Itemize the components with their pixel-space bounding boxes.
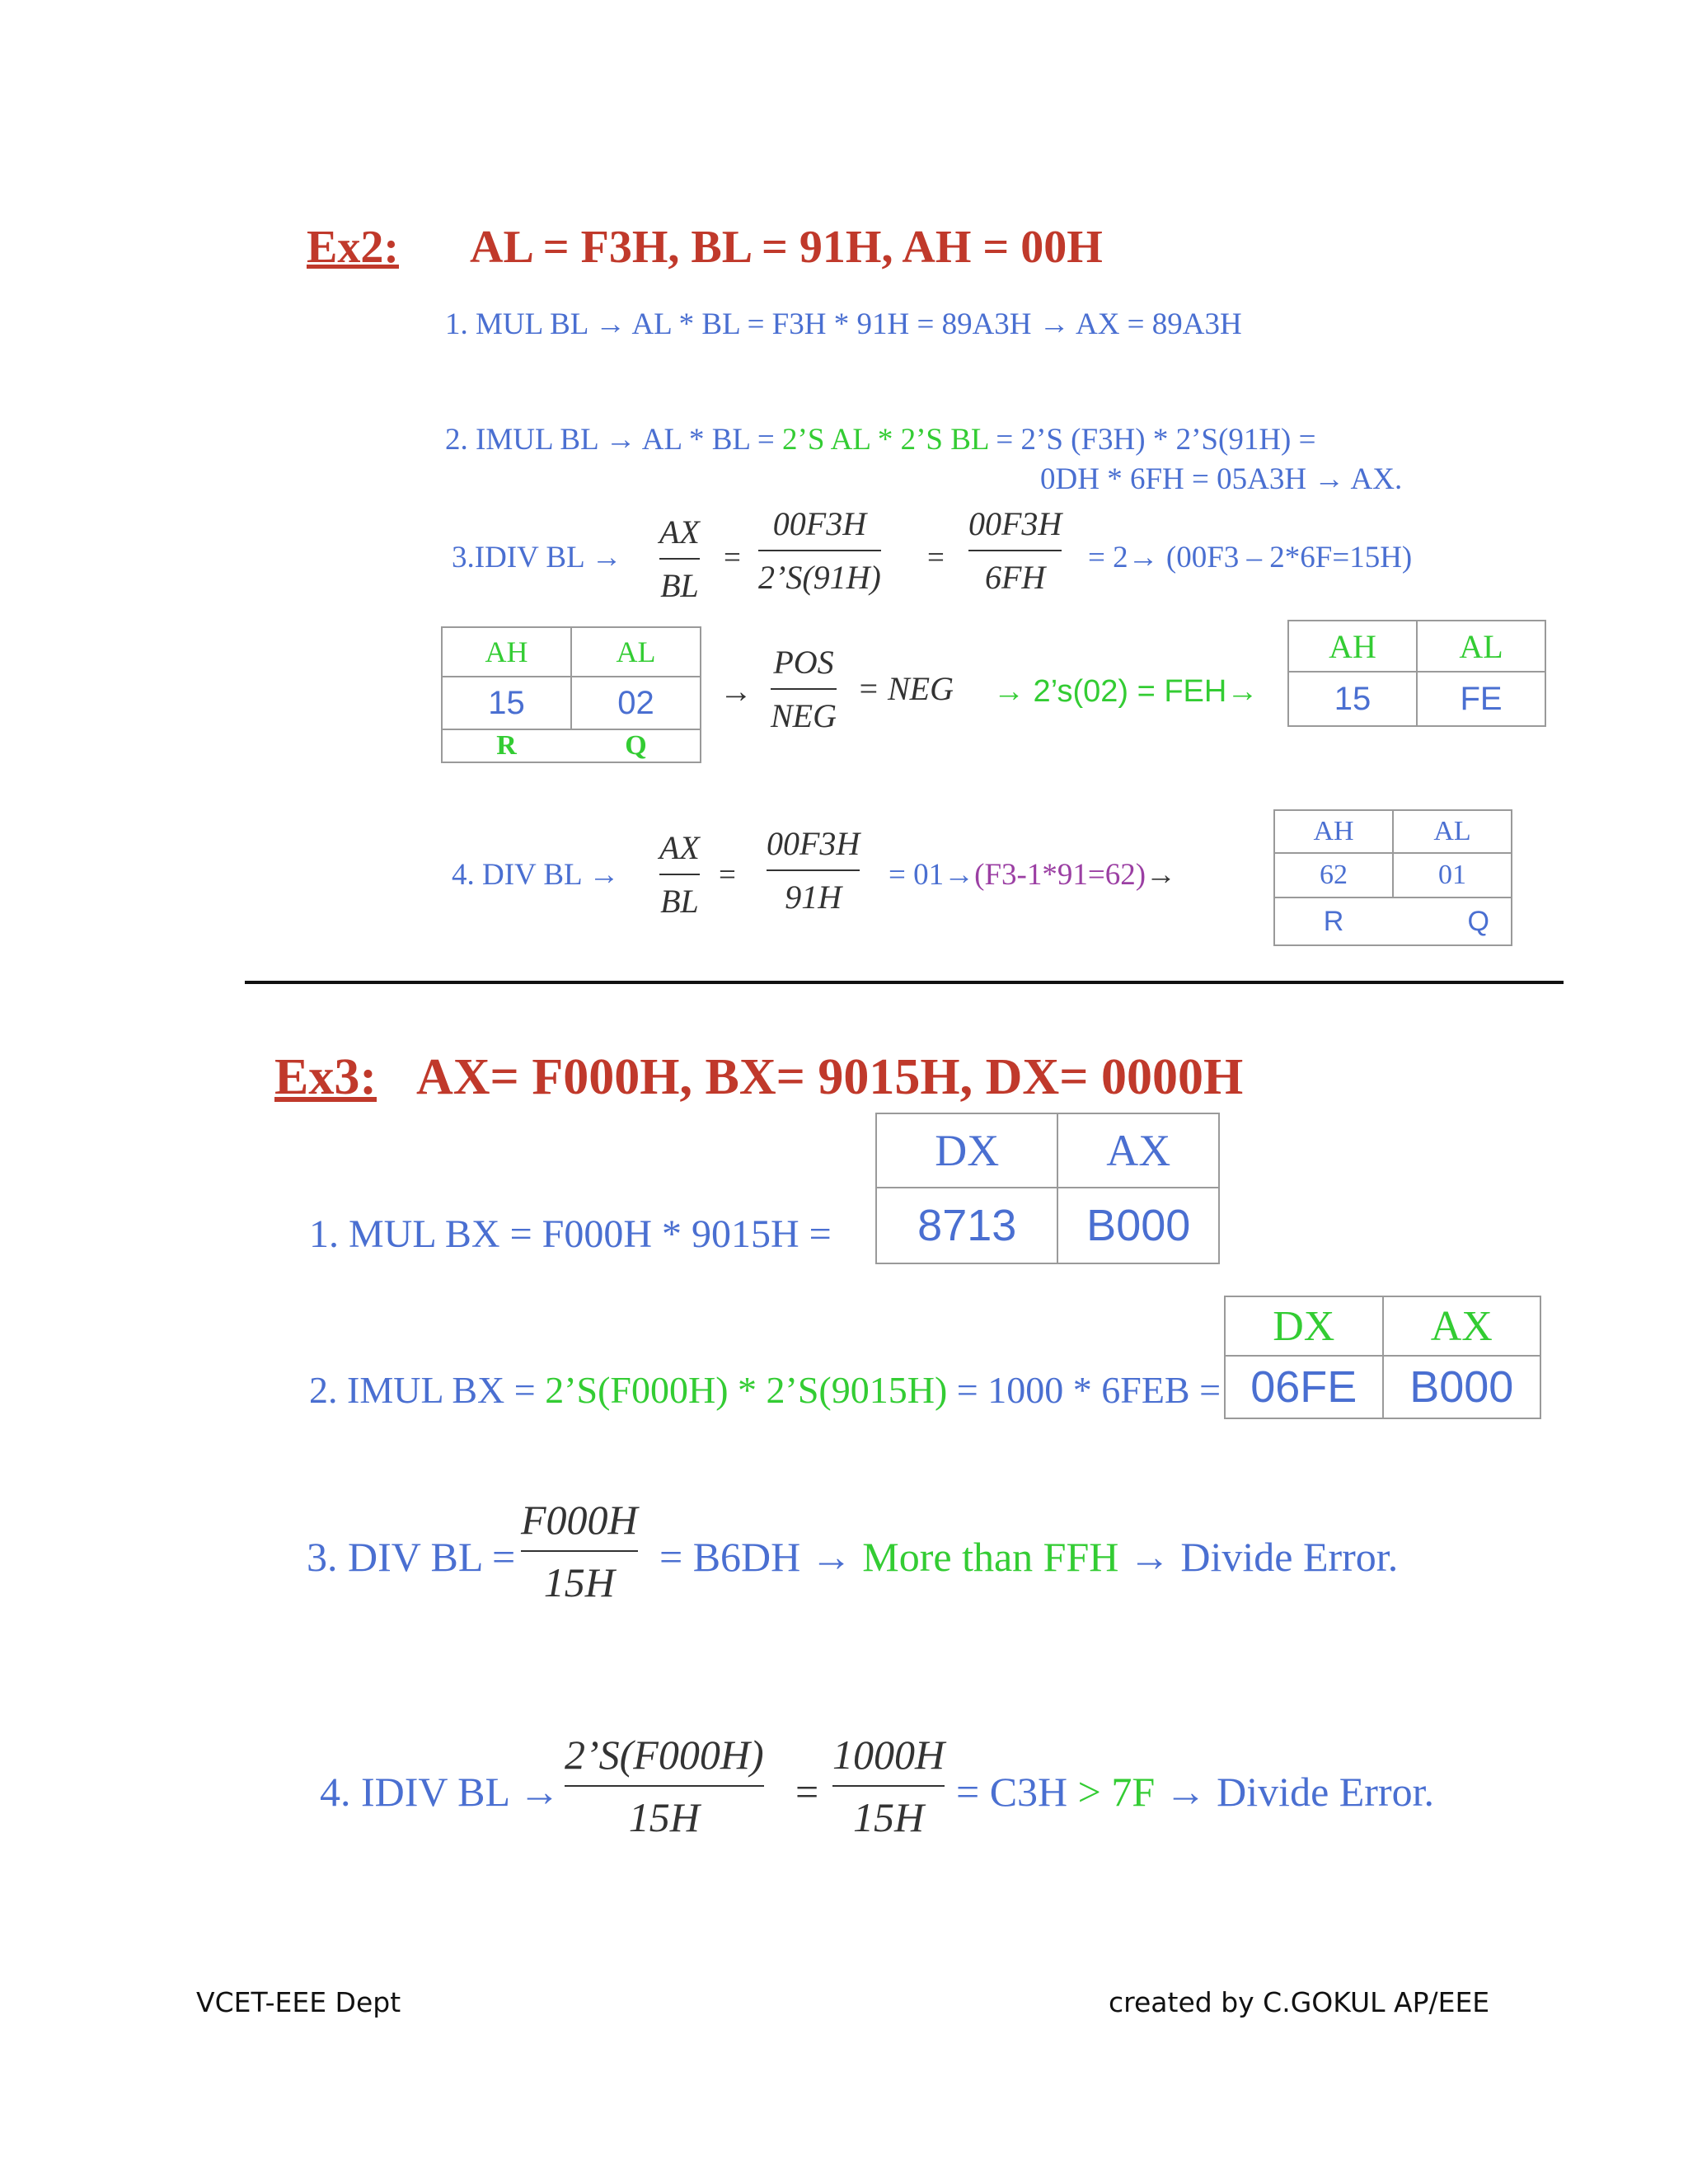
- ex3-step4-result-a: = C3H: [956, 1769, 1078, 1815]
- ex3-step1: 1. MUL BX = F000H * 9015H =: [309, 1212, 832, 1256]
- fraction-numerator: 00F3H: [767, 825, 860, 862]
- section-divider: [245, 981, 1564, 984]
- ex2-step4-result-b: (F3-1*91=62): [974, 858, 1146, 892]
- fraction-bar: [521, 1550, 638, 1552]
- register-value-dx: 8713: [876, 1188, 1057, 1263]
- ex3-step3-result-a: = B6DH →: [659, 1534, 863, 1580]
- ex3-step4-frac-1000h-15h: [832, 1731, 945, 1841]
- ex3-label: Ex3:: [274, 1049, 377, 1105]
- ex3-step3-result-b: More than FFH: [862, 1534, 1119, 1580]
- ex3-step2: [309, 1368, 1221, 1412]
- register-footer-q: Q: [571, 729, 701, 762]
- ex2-step3-result: = 2→ (00F3 – 2*6F=15H): [1088, 541, 1413, 574]
- register-header-al: AL: [571, 627, 701, 677]
- ex2-step4-result-c: →: [1146, 858, 1177, 892]
- ex3-step4-result-c: → Divide Error.: [1155, 1769, 1434, 1815]
- fraction-numerator: F000H: [521, 1497, 638, 1543]
- ex2-step3-eq2: =: [927, 541, 945, 574]
- register-header-ah: AH: [1288, 621, 1417, 672]
- register-value-ax: B000: [1383, 1356, 1541, 1418]
- ex2-step4-frac-ax-bl: [659, 828, 700, 921]
- fraction-numerator: AX: [659, 829, 700, 866]
- register-value-ah: 62: [1274, 853, 1393, 898]
- ex3-step4-frac-2sf000h-15h: [565, 1731, 764, 1841]
- fraction-denominator: 15H: [628, 1794, 700, 1840]
- ex3-step2-suffix: = 1000 * 6FEB =: [947, 1369, 1221, 1411]
- ex2-step2-green: 2’S AL * 2’S BL: [782, 423, 989, 457]
- register-header-al: AL: [1393, 810, 1512, 853]
- ex2-step3-label: 3.IDIV BL →: [452, 541, 622, 574]
- ex2-step3-frac-00f3h-2s91h: [758, 504, 881, 597]
- fraction-bar: [771, 688, 837, 690]
- register-header-dx: DX: [876, 1113, 1057, 1188]
- footer-author: created by C.GOKUL AP/EEE: [1109, 1986, 1490, 2018]
- fraction-denominator: 15H: [543, 1559, 615, 1605]
- register-value-dx: 06FE: [1225, 1356, 1383, 1418]
- fraction-denominator: BL: [660, 883, 699, 920]
- fraction-bar: [758, 550, 881, 551]
- ex3-step2-prefix: 2. IMUL BX =: [309, 1369, 546, 1411]
- fraction-numerator: 1000H: [832, 1732, 945, 1778]
- register-value-ah: 15: [442, 677, 571, 729]
- ex2-step3-frac-ax-bl: [659, 513, 700, 605]
- fraction-numerator: 00F3H: [968, 505, 1062, 542]
- ex2-step3-frac-pos-neg: [771, 643, 837, 735]
- ex2-step3-frac-00f3h-6fh: [968, 504, 1062, 597]
- fraction-denominator: BL: [660, 567, 699, 604]
- ex2-step3-result-table: [1287, 620, 1546, 727]
- ex2-given: AL = F3H, BL = 91H, AH = 00H: [470, 222, 1103, 273]
- ex2-step4-label: 4. DIV BL →: [452, 858, 620, 892]
- register-header-dx: DX: [1225, 1296, 1383, 1356]
- ex2-step3-eq1: =: [724, 541, 741, 574]
- ex3-step3-result: [659, 1533, 1398, 1581]
- ex3-step2-green: 2’S(F000H) * 2’S(9015H): [545, 1369, 948, 1411]
- ex3-step1-register-table: [875, 1113, 1220, 1264]
- ex2-step4-result-a: = 01→: [889, 858, 975, 892]
- fraction-bar: [565, 1785, 764, 1787]
- fraction-bar: [659, 874, 700, 875]
- register-value-al: FE: [1417, 672, 1545, 726]
- fraction-numerator: 00F3H: [772, 505, 867, 542]
- ex2-step1: 1. MUL BL → AL * BL = F3H * 91H = 89A3H → AX = 89A3H: [445, 307, 1242, 341]
- ex3-step3-label: 3. DIV BL =: [307, 1534, 516, 1580]
- fraction-bar: [832, 1785, 945, 1787]
- ex2-step4-result: [889, 857, 1176, 893]
- register-header-ah: AH: [1274, 810, 1393, 853]
- register-value-al: 01: [1393, 853, 1512, 898]
- ex2-label: Ex2:: [307, 222, 399, 273]
- ex3-given: AX= F000H, BX= 9015H, DX= 0000H: [416, 1049, 1244, 1105]
- ex2-step2-suffix: = 2’S (F3H) * 2’S(91H) =: [988, 423, 1316, 457]
- ex2-step2-line2: 0DH * 6FH = 05A3H → AX.: [1040, 462, 1403, 496]
- ex3-step3-frac-f000h-15h: [521, 1496, 638, 1606]
- ex3-step4-result: [956, 1768, 1434, 1816]
- ex3-step4-eq: =: [795, 1769, 819, 1815]
- fraction-bar: [659, 558, 700, 560]
- fraction-denominator: 91H: [785, 879, 842, 916]
- fraction-denominator: 15H: [853, 1794, 925, 1840]
- ex3-step2-register-table: [1224, 1296, 1541, 1419]
- ex2-step4-eq1: =: [719, 858, 736, 892]
- fraction-denominator: 2’S(91H): [758, 559, 881, 596]
- ex2-step3-twos-complement: → 2’s(02) = FEH→: [993, 674, 1259, 709]
- register-footer-q: Q: [1393, 898, 1512, 945]
- fraction-bar: [968, 550, 1062, 551]
- ex3-step3-result-c: → Divide Error.: [1118, 1534, 1399, 1580]
- ex2-step3-register-table: [441, 626, 701, 763]
- ex3-step4-label: 4. IDIV BL →: [320, 1769, 560, 1815]
- fraction-numerator: POS: [773, 644, 834, 681]
- fraction-denominator: NEG: [771, 697, 837, 734]
- fraction-denominator: 6FH: [985, 559, 1046, 596]
- ex2-step4-frac-00f3h-91h: [767, 824, 860, 916]
- register-footer-r: R: [1274, 898, 1393, 945]
- ex2-step3-neg: = NEG: [857, 670, 954, 707]
- register-value-ah: 15: [1288, 672, 1417, 726]
- register-header-al: AL: [1417, 621, 1545, 672]
- fraction-numerator: AX: [659, 513, 700, 551]
- fraction-numerator: 2’S(F000H): [565, 1732, 764, 1778]
- fraction-bar: [767, 869, 860, 871]
- ex3-step4-result-b: > 7F: [1077, 1769, 1156, 1815]
- register-header-ax: AX: [1383, 1296, 1541, 1356]
- ex2-step3-arrow: →: [720, 673, 753, 710]
- ex2-step2-prefix: 2. IMUL BL → AL * BL =: [445, 423, 783, 457]
- register-footer-r: R: [442, 729, 571, 762]
- footer-department: VCET-EEE Dept: [196, 1986, 401, 2018]
- ex2-step4-register-table: [1273, 809, 1512, 946]
- register-value-ax: B000: [1057, 1188, 1219, 1263]
- register-value-al: 02: [571, 677, 701, 729]
- register-header-ah: AH: [442, 627, 571, 677]
- register-header-ax: AX: [1057, 1113, 1219, 1188]
- ex2-step2: [445, 422, 1315, 457]
